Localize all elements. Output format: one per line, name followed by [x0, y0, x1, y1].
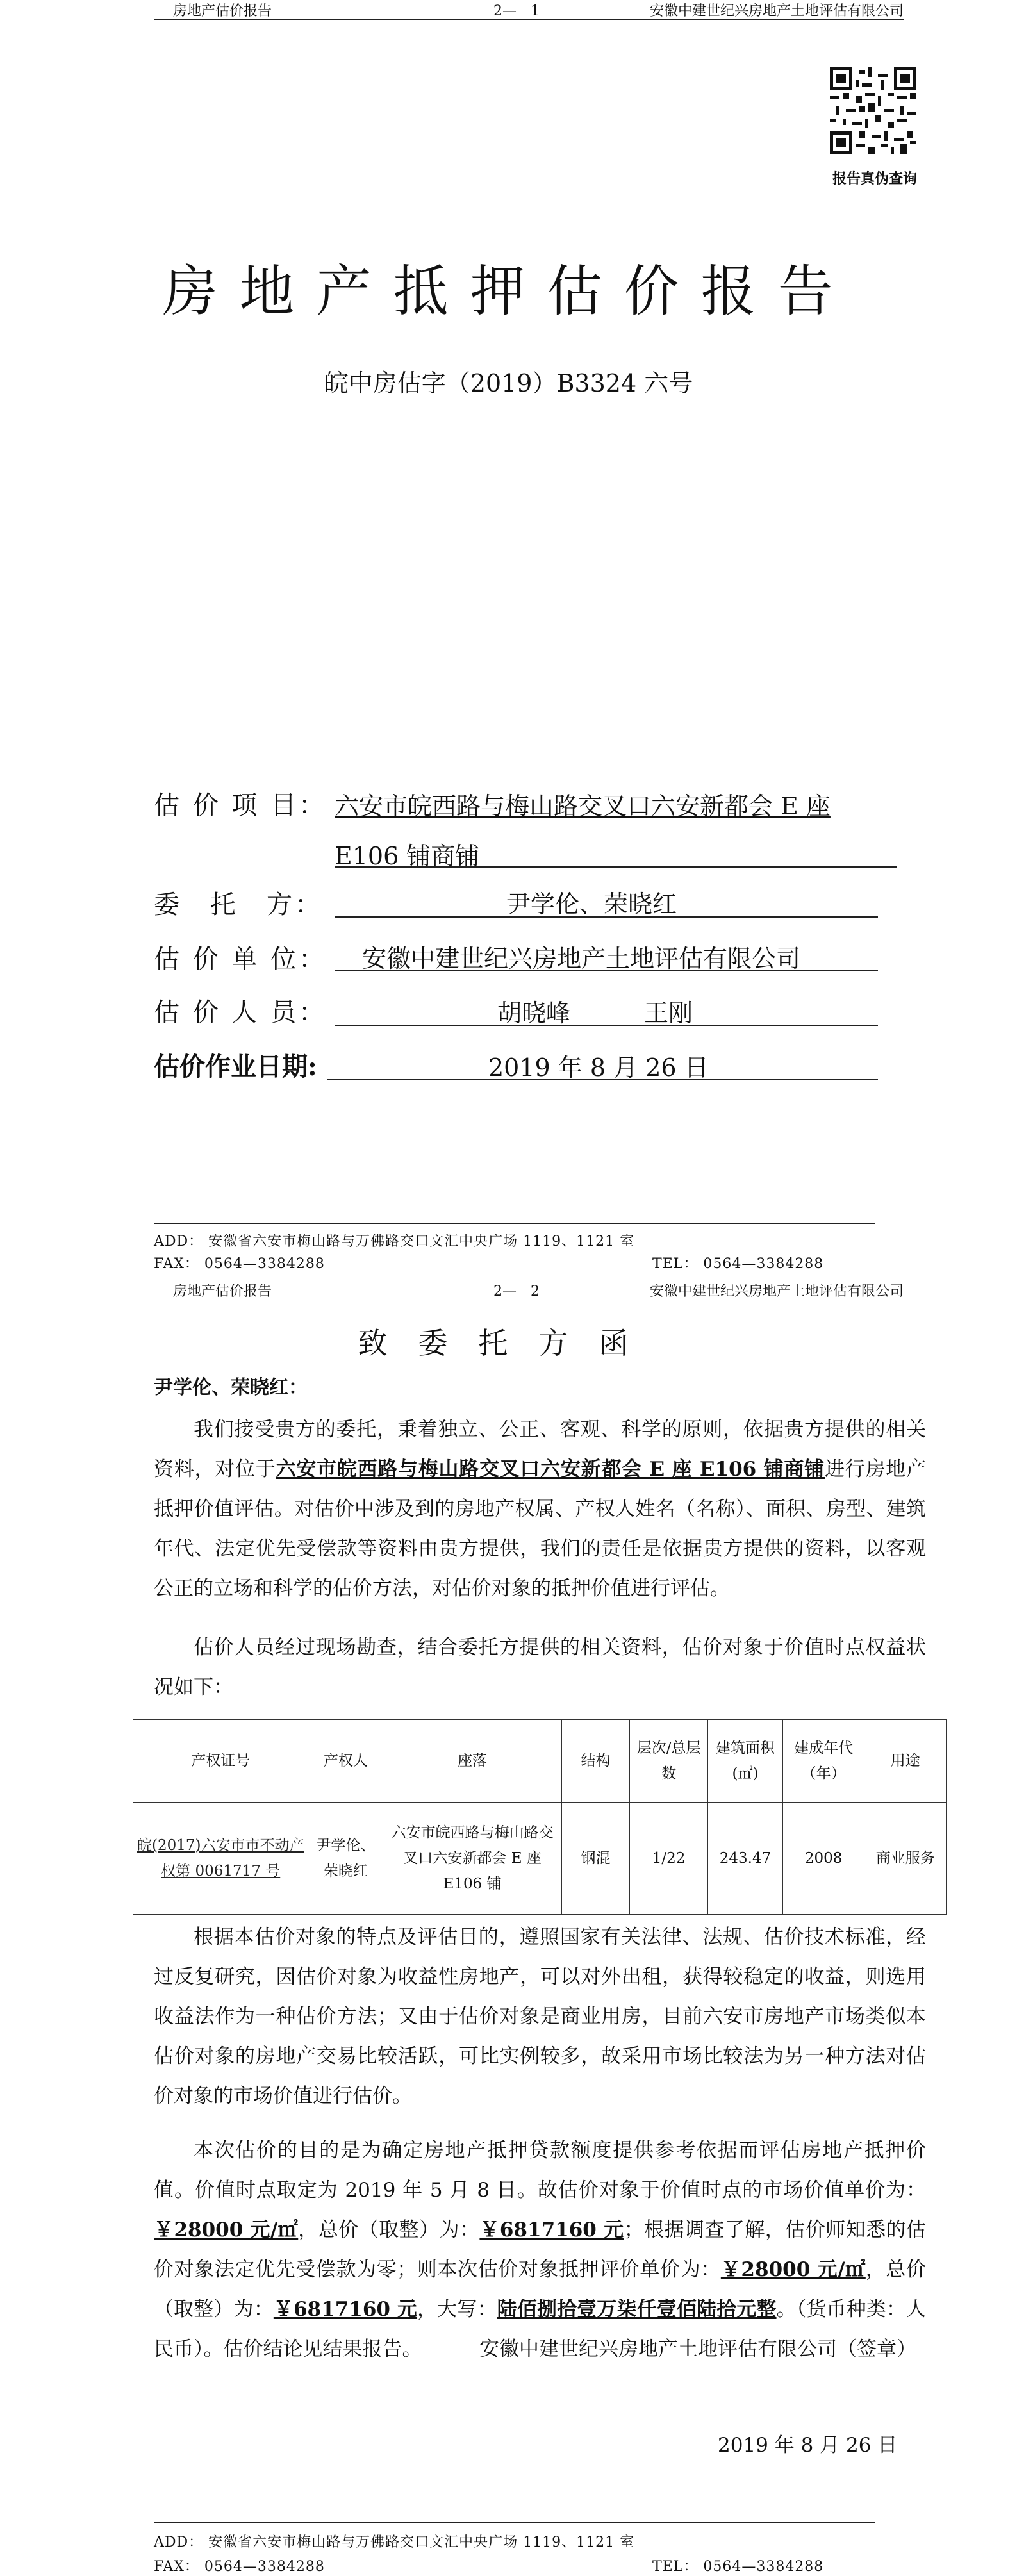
field-org-label: 估 价 单 位：: [154, 945, 327, 974]
para4-part-a: 本次估价的目的是为确定房地产抵押贷款额度提供参考依据而评估房地产抵押价值。价值时点取定为 2019 年 5 月 8 日。故估价对象于价值时点的市场价值单价为：: [154, 2139, 926, 2202]
field-project-line: [335, 865, 897, 868]
page2-footer-address: ADD： 安徽省六安市梅山路与万佛路交口文汇中央广场 1119、1121 室: [154, 2534, 635, 2550]
qr-code-icon[interactable]: [830, 67, 916, 154]
table-header-cell: 产权证号: [133, 1720, 308, 1803]
field-client-label: 委 托 方：: [154, 890, 323, 920]
field-appraiser-line: [335, 1023, 878, 1026]
letter-paragraph-1: [154, 1410, 926, 1608]
field-client-value: 尹学伦、荣晓红: [506, 890, 677, 918]
field-date-line: [327, 1078, 878, 1080]
table-cell-structure: 钢混: [562, 1803, 630, 1915]
letter-title: 致委托方函: [358, 1326, 659, 1360]
table-header-cell: 层次/总层数: [630, 1720, 708, 1803]
table-cell-owner: 尹学伦、荣晓红: [308, 1803, 383, 1915]
field-appraiser-2: 王刚: [644, 999, 693, 1027]
field-org: [154, 939, 330, 975]
page1-footer-fax: FAX： 0564—3384288: [154, 1256, 325, 1272]
field-project: [154, 785, 330, 822]
header-report-name: 房地产估价报告: [173, 3, 272, 19]
table-header-cell: 结构: [562, 1720, 630, 1803]
table-cell-location: 六安市皖西路与梅山路交叉口六安新都会 E 座 E106 铺: [383, 1803, 562, 1915]
page2-footer-fax: FAX： 0564—3384288: [154, 2559, 325, 2575]
table-cell-area: 243.47: [708, 1803, 783, 1915]
page1-footer-tel: TEL： 0564—3384288: [652, 1256, 824, 1272]
table-header-cell: 建筑面积(㎡): [708, 1720, 783, 1803]
field-appraiser-1: 胡晓峰: [497, 999, 571, 1027]
page2-footer-tel: TEL： 0564—3384288: [652, 2559, 824, 2575]
table-cell-cert-number[interactable]: 皖(2017)六安市市不动产权第 0061717 号: [133, 1803, 308, 1915]
para4-part-c: ，总价（取整）为：: [298, 2218, 480, 2242]
table-header-cell: 用途: [864, 1720, 947, 1803]
header-page-number: 2— 1: [493, 3, 540, 19]
page1-footer-rule: [154, 1223, 875, 1224]
field-project-value-2: E106 铺商铺: [335, 842, 480, 870]
signature-date: 2019 年 8 月 26 日: [718, 2434, 898, 2457]
para4-total-price: ￥6817160 元: [479, 2218, 624, 2242]
report-title: 房地产抵押估价报告: [162, 260, 855, 324]
company-seal-line: 安徽中建世纪兴房地产土地评估有限公司（签章）: [479, 2338, 916, 2361]
para4-part-k: 。（货币种类：人民币）。估价结论见结果报告。: [154, 2298, 927, 2361]
para4-mortgage-unit-price: ￥28000 元/㎡: [720, 2258, 866, 2281]
page1-header: [154, 0, 904, 20]
report-number: 皖中房估字（2019）B3324 六号: [324, 369, 693, 397]
table-header-cell: 产权人: [308, 1720, 383, 1803]
table-header-cell: 建成年代（年）: [782, 1720, 864, 1803]
para1-part-c: 进行房地产抵押价值评估。对估价中涉及到的房地产权属、产权人姓名（名称）、面积、房型、建筑年代、法定优先受偿款等资料由贵方提供，我们的责任是依据贵方提供的资料，以客观公正的立场和科学的估价方法，对估价对象的抵押价值进行评估。: [154, 1458, 927, 1600]
para4-part-e: ；根据调查了解，估价师知悉的估价对象法定优先受偿款为零；则本次估价对象抵押评价单价为：: [154, 2218, 927, 2281]
table-header-row: [133, 1720, 947, 1803]
page1-footer-address: ADD： 安徽省六安市梅山路与万佛路交口文汇中央广场 1119、1121 室: [154, 1234, 635, 1250]
table-cell-floor: 1/22: [630, 1803, 708, 1915]
page2-header: [154, 1280, 904, 1300]
table-header-cell: 座落: [383, 1720, 562, 1803]
field-project-value-1: 六安市皖西路与梅山路交叉口六安新都会 E 座: [335, 792, 831, 820]
field-org-value: 安徽中建世纪兴房地产土地评估有限公司: [362, 945, 801, 973]
field-date-label: 估价作业日期:: [154, 1052, 317, 1082]
para4-amount-in-words: 陆佰捌拾壹万柒仟壹佰陆拾元整: [497, 2298, 777, 2321]
page2-footer-rule: [154, 2522, 875, 2523]
field-project-label: 估 价 项 目：: [154, 791, 327, 820]
para1-property-address: 六安市皖西路与梅山路交叉口六安新都会 E 座 E106 铺商铺: [276, 1458, 825, 1481]
field-appraiser-label: 估 价 人 员：: [154, 998, 327, 1027]
letter-paragraph-3: 根据本估价对象的特点及评估目的，遵照国家有关法律、法规、估价技术标准，经过反复研究，因估价对象为收益性房地产，可以对外出租，获得较稳定的收益，则选用收益法作为一种估价方法；又由于估价对象是商业用房，目前六安市房地产市场类似本估价对象的房地产交易比较活跃，可比实例较多，故采用市场比较法为另一种方法对估价对象的市场价值进行估价。: [154, 1926, 926, 2108]
header-company: 安徽中建世纪兴房地产土地评估有限公司: [649, 1284, 904, 1300]
field-date: [154, 1046, 330, 1083]
property-table: [133, 1719, 947, 1915]
para4-part-g: ，总价（取整）为：: [154, 2258, 926, 2321]
para4-unit-price: ￥28000 元/㎡: [154, 2218, 299, 2242]
header-company: 安徽中建世纪兴房地产土地评估有限公司: [649, 3, 904, 19]
para1-part-a: 我们接受贵方的委托，秉着独立、公正、客观、科学的原则，依据贵方提供的相关资料，对位于: [154, 1418, 926, 1481]
field-org-line: [335, 969, 878, 971]
para4-part-i: ，大写：: [417, 2298, 497, 2321]
letter-salutation: 尹学伦、荣晓红：: [154, 1376, 308, 1399]
header-page-number: 2— 2: [493, 1284, 540, 1300]
table-cell-year: 2008: [782, 1803, 864, 1915]
qr-caption: 报告真伪查询: [832, 170, 917, 187]
table-row: [133, 1803, 947, 1915]
table-cell-usage: 商业服务: [864, 1803, 947, 1915]
field-client-line: [335, 915, 878, 918]
letter-paragraph-2: 估价人员经过现场勘查，结合委托方提供的相关资料，估价对象于价值时点权益状况如下：: [154, 1636, 926, 1699]
para4-mortgage-total-price: ￥6817160 元: [273, 2298, 418, 2321]
field-appraiser: [154, 992, 330, 1028]
header-report-name: 房地产估价报告: [173, 1284, 272, 1300]
field-date-value: 2019 年 8 月 26 日: [488, 1053, 709, 1082]
field-client: [154, 884, 330, 921]
